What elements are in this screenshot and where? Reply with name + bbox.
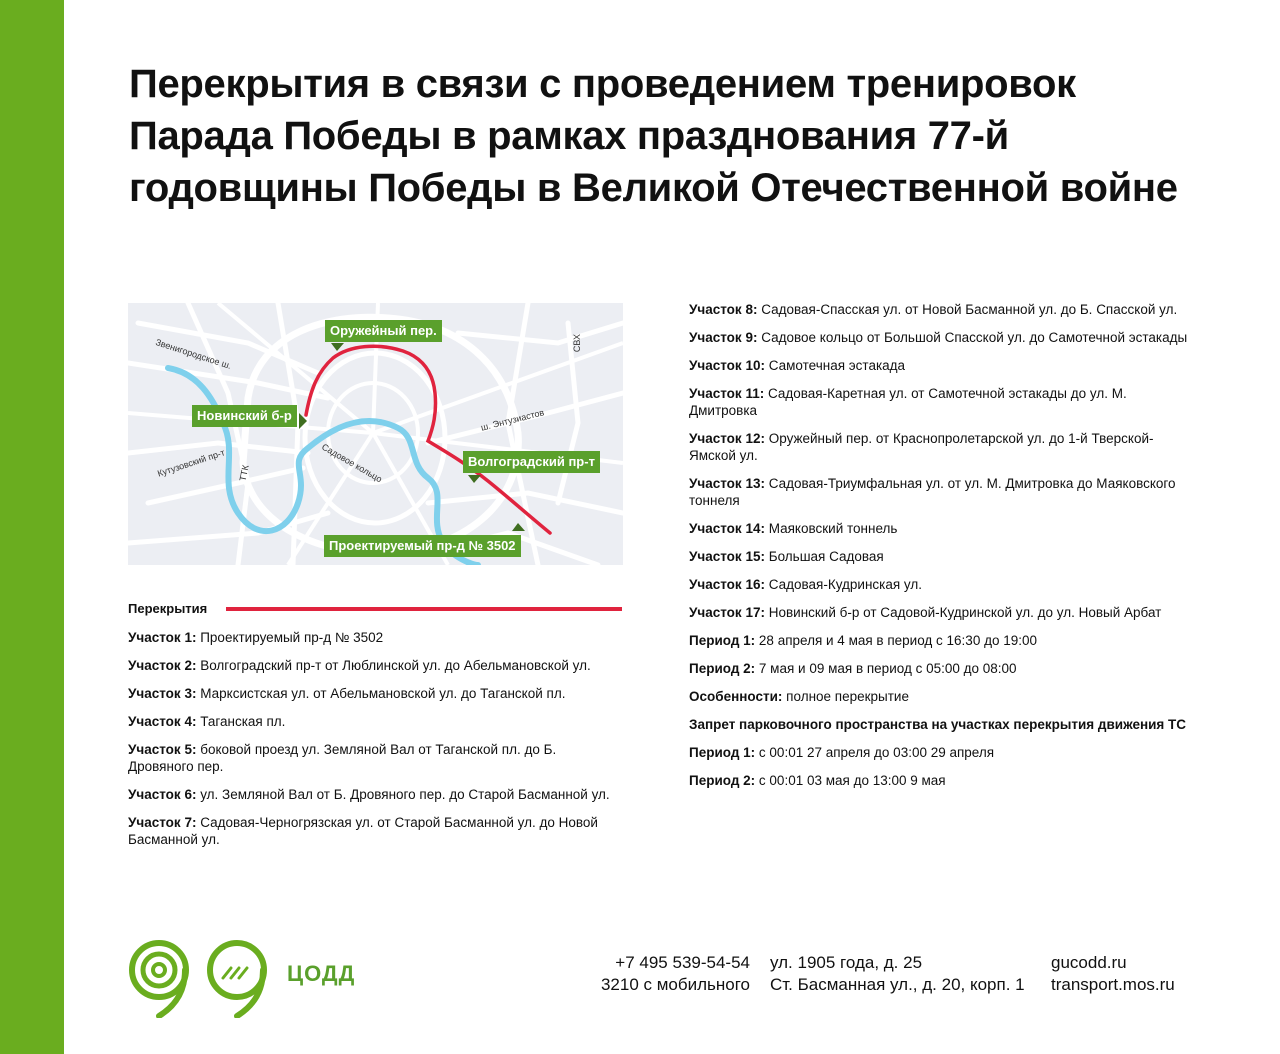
moscow-transport-logo-icon bbox=[127, 940, 195, 1018]
map-street-zvenigorodskoe: Звенигородское ш. bbox=[154, 337, 233, 371]
map-street-ttk: ТТК bbox=[237, 464, 251, 482]
section-label: Участок 6: bbox=[128, 787, 197, 802]
left-accent-bar bbox=[0, 0, 64, 1054]
section-item bbox=[689, 301, 1189, 318]
section-item bbox=[689, 772, 1189, 789]
section-item bbox=[689, 744, 1189, 761]
section-label: Период 2: bbox=[689, 661, 756, 676]
contact-site-2[interactable]: transport.mos.ru bbox=[1051, 975, 1175, 994]
map-label-oruzheyny: Оружейный пер. bbox=[325, 320, 442, 342]
section-label: Период 1: bbox=[689, 745, 756, 760]
section-label: Участок 8: bbox=[689, 302, 758, 317]
section-text: боковой проезд ул. Земляной Вал от Таганской пл. до Б. Дровяного пер. bbox=[128, 742, 557, 774]
section-label: Участок 5: bbox=[128, 742, 197, 757]
section-text: Садовая-Спасская ул. от Новой Басманной ул. до Б. Спасской ул. bbox=[761, 302, 1178, 317]
section-label: Участок 11: bbox=[689, 386, 765, 401]
legend bbox=[128, 600, 623, 618]
section-text: с 00:01 03 мая до 13:00 9 мая bbox=[758, 773, 946, 788]
section-text: Новинский б-р от Садовой-Кудринской ул. до ул. Новый Арбат bbox=[768, 605, 1162, 620]
map-label-volgogradsky: Волгоградский пр-т bbox=[463, 451, 600, 473]
section-text: Садовая-Триумфальная ул. от ул. М. Дмитровка до Маяковского тоннеля bbox=[689, 476, 1176, 508]
codd-logo-icon bbox=[205, 940, 273, 1018]
section-item bbox=[689, 576, 1189, 593]
map-graphic bbox=[128, 303, 623, 565]
section-text: Волгоградский пр-т от Люблинской ул. до Абельмановской ул. bbox=[200, 658, 591, 673]
map-street-entuziastov: ш. Энтузиастов bbox=[479, 407, 546, 433]
map-street-svh: СВХ bbox=[572, 333, 583, 353]
section-item bbox=[128, 713, 623, 730]
section-text: с 00:01 27 апреля до 03:00 29 апреля bbox=[758, 745, 995, 760]
section-label: Период 1: bbox=[689, 633, 756, 648]
sections-right bbox=[689, 301, 1189, 800]
parking-title: Запрет парковочного пространства на участках перекрытия движения ТС bbox=[689, 717, 1187, 732]
sections-left bbox=[128, 629, 623, 859]
section-label: Участок 12: bbox=[689, 431, 765, 446]
section-item bbox=[128, 786, 623, 803]
section-label: Участок 1: bbox=[128, 630, 197, 645]
section-text: 7 мая и 09 мая в период с 05:00 до 08:00 bbox=[758, 661, 1017, 676]
contact-address-block bbox=[770, 952, 1025, 996]
map-label-proektiruemy: Проектируемый пр-д № 3502 bbox=[324, 535, 521, 557]
page-title: Перекрытия в связи с проведением тренировок Парада Победы в рамках празднования 77-й годовщины Победы в Великой Отечественной войне bbox=[129, 62, 1178, 210]
section-item bbox=[689, 604, 1189, 621]
contact-mobile: 3210 с мобильного bbox=[600, 975, 750, 994]
map bbox=[128, 303, 623, 565]
section-text: Садовая-Каретная ул. от Самотечной эстакады до ул. М. Дмитровка bbox=[689, 386, 1127, 418]
section-label: Участок 16: bbox=[689, 577, 765, 592]
section-label: Участок 17: bbox=[689, 605, 765, 620]
section-label: Участок 3: bbox=[128, 686, 197, 701]
section-label: Особенности: bbox=[689, 689, 783, 704]
legend-label: Перекрытия bbox=[128, 601, 208, 616]
section-text: ул. Земляной Вал от Б. Дровяного пер. до Старой Басманной ул. bbox=[200, 787, 610, 802]
contact-address-2: Ст. Басманная ул., д. 20, корп. 1 bbox=[770, 975, 1025, 994]
section-item bbox=[689, 660, 1189, 677]
section-item bbox=[689, 430, 1189, 464]
section-text: Проектируемый пр-д № 3502 bbox=[200, 630, 384, 645]
section-item bbox=[689, 548, 1189, 565]
section-label: Участок 13: bbox=[689, 476, 765, 491]
section-text: Садовая-Черногрязская ул. от Старой Басманной ул. до Новой Басманной ул. bbox=[128, 815, 598, 847]
section-label: Участок 7: bbox=[128, 815, 197, 830]
section-item bbox=[128, 685, 623, 702]
contact-phone-block bbox=[560, 952, 750, 996]
section-item bbox=[128, 814, 623, 848]
section-text: Садовая-Кудринская ул. bbox=[768, 577, 922, 592]
section-label: Участок 10: bbox=[689, 358, 765, 373]
section-item bbox=[689, 475, 1189, 509]
section-label: Участок 15: bbox=[689, 549, 765, 564]
codd-logo-text: ЦОДД bbox=[287, 961, 356, 986]
section-text: Марксистская ул. от Абельмановской ул. до Таганской пл. bbox=[200, 686, 566, 701]
section-item bbox=[689, 357, 1189, 374]
section-item bbox=[689, 329, 1189, 346]
section-label: Участок 14: bbox=[689, 521, 765, 536]
section-label: Период 2: bbox=[689, 773, 756, 788]
section-item bbox=[689, 688, 1189, 705]
section-label: Участок 2: bbox=[128, 658, 197, 673]
section-text: полное перекрытие bbox=[786, 689, 909, 704]
contact-web-block bbox=[1051, 952, 1175, 996]
contact-site-1[interactable]: gucodd.ru bbox=[1051, 953, 1127, 972]
section-text: Оружейный пер. от Краснопролетарской ул. до 1-й Тверской-Ямской ул. bbox=[689, 431, 1154, 463]
contact-address-1: ул. 1905 года, д. 25 bbox=[770, 953, 923, 972]
legend-closure-line bbox=[226, 607, 622, 611]
section-text: 28 апреля и 4 мая в период с 16:30 до 19:00 bbox=[758, 633, 1037, 648]
section-text: Садовое кольцо от Большой Спасской ул. до Самотечной эстакады bbox=[761, 330, 1188, 345]
section-item bbox=[128, 657, 623, 674]
map-street-kutuzovsky: Кутузовский пр-т bbox=[156, 447, 226, 479]
section-item bbox=[689, 385, 1189, 419]
section-label: Участок 4: bbox=[128, 714, 197, 729]
contact-phone[interactable]: +7 495 539-54-54 bbox=[615, 953, 750, 972]
section-text: Таганская пл. bbox=[200, 714, 286, 729]
section-item bbox=[689, 520, 1189, 537]
map-street-sadovoe: Садовое кольцо bbox=[320, 441, 384, 485]
section-item bbox=[689, 632, 1189, 649]
section-text: Большая Садовая bbox=[768, 549, 884, 564]
section-label: Участок 9: bbox=[689, 330, 758, 345]
section-item bbox=[128, 629, 623, 646]
section-text: Самотечная эстакада bbox=[768, 358, 906, 373]
section-item bbox=[128, 741, 623, 775]
map-label-novinsky: Новинский б-р bbox=[192, 405, 297, 427]
section-text: Маяковский тоннель bbox=[768, 521, 898, 536]
